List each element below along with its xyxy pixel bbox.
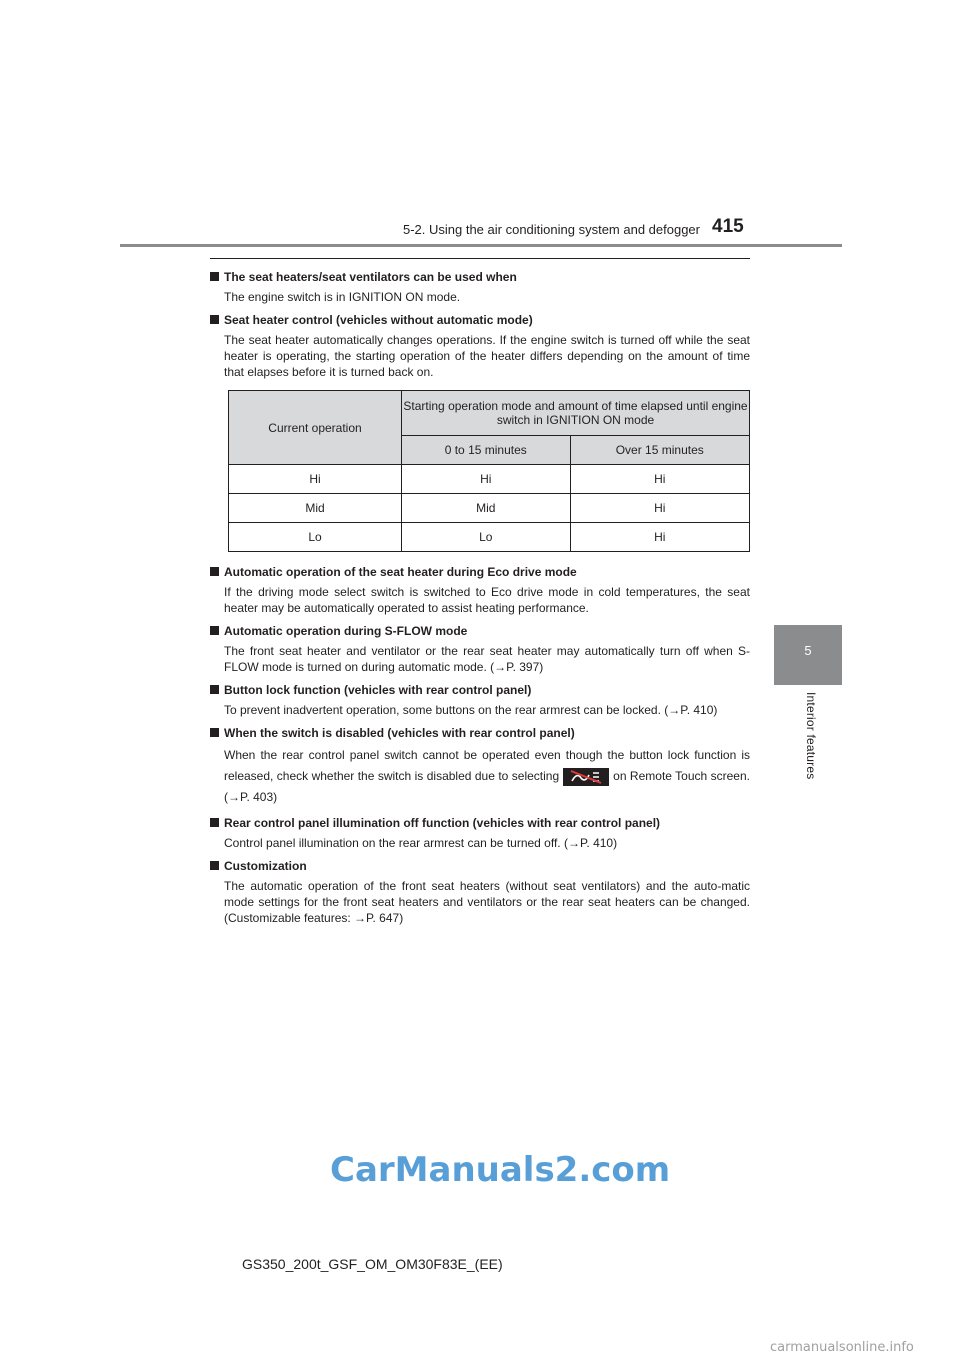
seat-heater-disabled-icon (563, 768, 609, 786)
square-bullet-icon (210, 626, 219, 635)
square-bullet-icon (210, 567, 219, 576)
section-heading: Seat heater control (vehicles without automatic mode) (210, 312, 750, 328)
chapter-tab (774, 625, 842, 685)
section-heading: The seat heaters/seat ventilators can be used when (210, 269, 750, 285)
square-bullet-icon (210, 728, 219, 737)
section-heading: Button lock function (vehicles with rear control panel) (210, 682, 750, 698)
table-row (229, 523, 750, 552)
section-body: The engine switch is in IGNITION ON mode. (224, 290, 461, 304)
section-seat-usage (210, 269, 750, 305)
section-customization (210, 858, 750, 926)
section-eco-drive (210, 564, 750, 616)
page-header (0, 0, 960, 248)
table-cell: Hi (570, 465, 750, 494)
page-number: 415 (712, 216, 744, 237)
watermark-logo: CarManuals2.com (330, 1150, 671, 1190)
square-bullet-icon (210, 272, 219, 281)
header-divider (120, 244, 842, 247)
square-bullet-icon (210, 685, 219, 694)
section-heading: Customization (210, 858, 750, 874)
table-header-current: Current operation (229, 391, 402, 465)
table-cell: Mid (229, 494, 402, 523)
section-heading: Automatic operation of the seat heater during Eco drive mode (210, 564, 750, 580)
table-header-short: 0 to 15 minutes (402, 436, 571, 465)
page-content (210, 258, 750, 933)
section-body: If the driving mode select switch is switched to Eco drive mode in cold temperatures, the seat heater may be automatically operated to assist heating performance. (224, 585, 750, 615)
section-seat-heater-control (210, 312, 750, 380)
section-heading: When the switch is disabled (vehicles with rear control panel) (210, 725, 750, 741)
section-illumination-off (210, 815, 750, 851)
table-header-group: Starting operation mode and amount of time elapsed until engine switch in IGNITION ON mode (402, 391, 750, 436)
section-body: When the rear control panel switch cannot be operated even though the button lock function is released, check whether the switch is disabled due to selecting on Remote Touch screen. (→P. 403) (224, 748, 750, 804)
table-cell: Lo (402, 523, 571, 552)
document-code: GS350_200t_GSF_OM_OM30F83E_(EE) (242, 1256, 503, 1272)
section-s-flow (210, 623, 750, 675)
operation-table (228, 390, 750, 552)
table-cell: Hi (570, 523, 750, 552)
section-body: The seat heater automatically changes operations. If the engine switch is turned off while the seat heater is operating, the starting operation of the heater differs depending on the amount of time that elapses before it is turned back on. (224, 333, 750, 379)
table-header-long: Over 15 minutes (570, 436, 750, 465)
table-row (229, 465, 750, 494)
square-bullet-icon (210, 861, 219, 870)
section-body: Control panel illumination on the rear armrest can be turned off. (→P. 410) (224, 836, 618, 850)
section-switch-disabled (210, 725, 750, 808)
section-heading: Automatic operation during S-FLOW mode (210, 623, 750, 639)
square-bullet-icon (210, 315, 219, 324)
table-cell: Mid (402, 494, 571, 523)
section-button-lock (210, 682, 750, 718)
chapter-number: 5 (804, 643, 812, 658)
chapter-label: Interior features (804, 692, 818, 780)
content-divider (210, 258, 750, 259)
section-body: The automatic operation of the front seat heaters (without seat ventilators) and the auto-matic mode settings for the front seat heaters and ventilators or the rear seat heaters can be changed. (Customizable features: →P. 647) (224, 879, 750, 925)
section-body: To prevent inadvertent operation, some buttons on the rear armrest can be locked. (→P. 410) (224, 703, 718, 717)
section-heading: Rear control panel illumination off function (vehicles with rear control panel) (210, 815, 750, 831)
table-cell: Hi (229, 465, 402, 494)
table-row (229, 494, 750, 523)
section-title: 5-2. Using the air conditioning system and defogger (402, 222, 700, 237)
table-cell: Hi (402, 465, 571, 494)
table-cell: Hi (570, 494, 750, 523)
table-cell: Lo (229, 523, 402, 552)
section-body: The front seat heater and ventilator or the rear seat heater may automatically turn off when S-FLOW mode is turned on during automatic mode. (→P. 397) (224, 644, 750, 674)
square-bullet-icon (210, 818, 219, 827)
watermark-text: carmanualsonline.info (770, 1340, 914, 1355)
